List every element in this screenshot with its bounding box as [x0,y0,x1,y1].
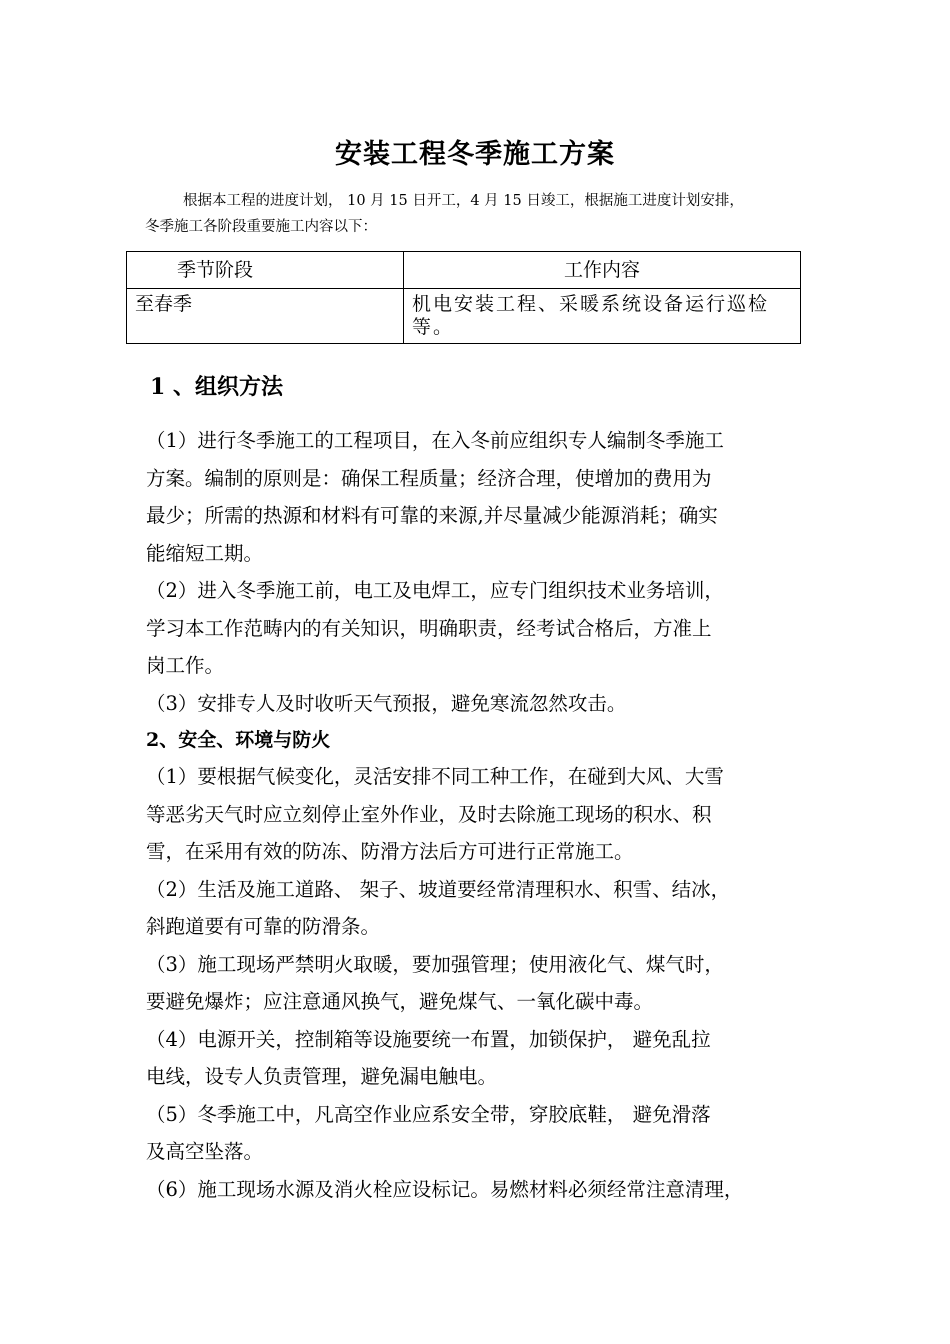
table-cell-stage: 至春季 [127,289,404,344]
table-header-cell: 季节阶段 [127,252,404,289]
table-header-cell: 工作内容 [404,252,801,289]
text-line: 等恶劣天气时应立刻停止室外作业，及时去除施工现场的积水、积 [146,802,712,826]
section-heading: 1 、组织方法 [150,374,283,400]
text-line: （2）进入冬季施工前，电工及电焊工，应专门组织技术业务培训， [146,579,724,602]
text-line: （2）生活及施工道路、 架子、坡道要经常清理积水、积雪、结冰， [146,877,731,901]
text-line: 学习本工作范畴内的有关知识，明确职责，经考试合格后，方准上 [146,616,712,640]
table-cell-line: 机电安装工程、采暖系统设备运行巡检 [412,293,770,315]
table-row [127,289,801,344]
text-line: 方案。编制的原则是：确保工程质量；经济合理，使增加的费用为 [146,466,712,490]
document-body [146,366,836,1208]
text-line: 岗工作。 [146,654,225,677]
document-title: 安装工程冬季施工方案 [335,139,615,170]
table-cell-line: 等。 [412,316,455,338]
text-line: （1）进行冬季施工的工程项目，在入冬前应组织专人编制冬季施工 [146,429,724,452]
paragraph [146,871,836,946]
schedule-table [126,251,801,344]
table-header-row [127,252,801,289]
intro-line: 冬季施工各阶段重要施工内容以下： [145,219,377,235]
text-line: （3）施工现场严禁明火取暖，要加强管理；使用液化气、煤气时， [146,952,724,976]
paragraph [146,572,836,685]
text-line: （4）电源开关，控制箱等设施要统一布置，加锁保护， 避免乱拉 [146,1027,711,1051]
paragraph [146,1171,836,1209]
text-line: 电线，设专人负责管理，避免漏电触电。 [146,1065,498,1088]
intro-paragraph [145,188,845,240]
paragraph [146,685,836,723]
text-line: 能缩短工期。 [146,541,264,565]
table-cell-content [404,289,801,344]
text-line: 斜跑道要有可靠的防滑条。 [146,915,381,938]
paragraph [146,1096,836,1171]
section-heading: 2、安全、环境与防火 [146,729,331,751]
text-line: 雪，在采用有效的防冻、防滑方法后方可进行正常施工。 [146,840,634,863]
spacer [146,408,836,422]
intro-line: 根据本工程的进度计划， 10 月 15 日开工，4 月 15 日竣工，根据施工进度计划安排， [183,193,744,209]
paragraph [146,758,836,871]
text-line: 及高空坠落。 [146,1140,264,1163]
text-line: （1）要根据气候变化，灵活安排不同工种工作，在碰到大风、大雪 [146,765,724,788]
paragraph [146,1021,836,1096]
paragraph [146,946,836,1021]
text-line: （3）安排专人及时收听天气预报，避免寒流忽然攻击。 [146,691,627,715]
text-line: 要避免爆炸；应注意通风换气，避免煤气、一氧化碳中毒。 [146,990,654,1013]
text-line: （5）冬季施工中，凡高空作业应系安全带，穿胶底鞋， 避免滑落 [146,1102,711,1126]
text-line: 最少；所需的热源和材料有可靠的来源,并尽量减少能源消耗；确实 [146,504,718,527]
paragraph [146,422,836,572]
text-line: （6）施工现场水源及消火栓应设标记。易燃材料必须经常注意清理， [146,1177,744,1201]
